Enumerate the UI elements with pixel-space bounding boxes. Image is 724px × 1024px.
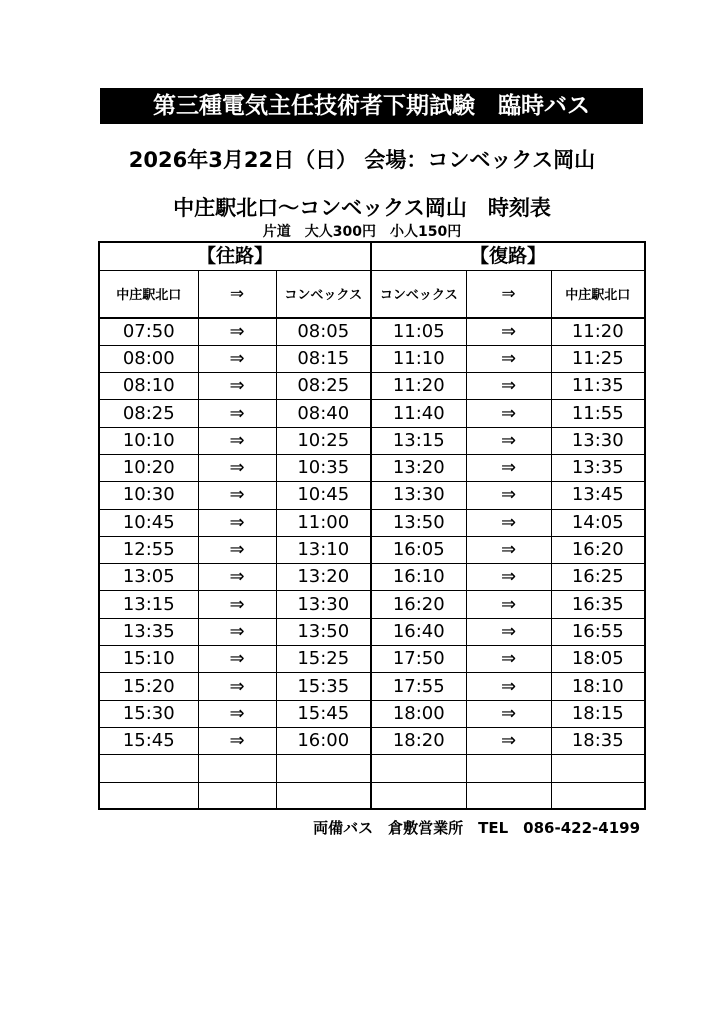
- return-depart-time: [371, 782, 466, 809]
- return-arrow: ⇒: [466, 646, 551, 673]
- table-row: [99, 482, 645, 509]
- return-arrive-time: [551, 782, 645, 809]
- return-arrow: ⇒: [466, 373, 551, 400]
- outbound-arrive-time: 08:40: [276, 400, 371, 427]
- return-arrow: ⇒: [466, 509, 551, 536]
- outbound-arrive-time: 15:25: [276, 646, 371, 673]
- return-arrow: ⇒: [466, 673, 551, 700]
- return-arrow: ⇒: [466, 454, 551, 481]
- outbound-arrive-time: 10:45: [276, 482, 371, 509]
- outbound-depart-time: [99, 755, 198, 782]
- route-title: 中庄駅北口～コンベックス岡山 時刻表: [173, 196, 551, 220]
- outbound-depart-time: 13:15: [99, 591, 198, 618]
- outbound-depart-time: 10:45: [99, 509, 198, 536]
- table-row: [99, 427, 645, 454]
- return-arrive-time: 13:30: [551, 427, 645, 454]
- outbound-depart-time: 15:20: [99, 673, 198, 700]
- outbound-arrive-time: 11:00: [276, 509, 371, 536]
- return-arrow: ⇒: [466, 618, 551, 645]
- outbound-arrow: ⇒: [198, 646, 276, 673]
- table-row: [99, 318, 645, 345]
- return-arrow: ⇒: [466, 536, 551, 563]
- outbound-arrive-time: 15:35: [276, 673, 371, 700]
- column-header-convex-depart: コンベックス: [371, 270, 466, 318]
- return-arrive-time: 16:25: [551, 564, 645, 591]
- outbound-depart-time: 13:35: [99, 618, 198, 645]
- return-arrive-time: 13:45: [551, 482, 645, 509]
- return-arrow: ⇒: [466, 400, 551, 427]
- table-row: [99, 646, 645, 673]
- outbound-depart-time: 10:20: [99, 454, 198, 481]
- outbound-depart-time: 10:10: [99, 427, 198, 454]
- return-arrow: ⇒: [466, 700, 551, 727]
- return-depart-time: 13:15: [371, 427, 466, 454]
- return-arrive-time: 14:05: [551, 509, 645, 536]
- table-row: [99, 673, 645, 700]
- column-header-row: [99, 270, 645, 318]
- return-arrow: ⇒: [466, 345, 551, 372]
- outbound-depart-time: 08:10: [99, 373, 198, 400]
- date-venue: 2026年3月22日（日） 会場：コンベックス岡山: [128, 148, 596, 172]
- outbound-arrow: ⇒: [198, 727, 276, 754]
- return-depart-time: 13:30: [371, 482, 466, 509]
- outbound-depart-time: 10:30: [99, 482, 198, 509]
- column-header-nakasho-depart: 中庄駅北口: [99, 270, 198, 318]
- return-arrive-time: 18:10: [551, 673, 645, 700]
- return-arrive-time: 16:20: [551, 536, 645, 563]
- return-depart-time: 11:20: [371, 373, 466, 400]
- fare-info: 片道 大人300円 小人150円: [262, 224, 462, 240]
- return-depart-time: 18:00: [371, 700, 466, 727]
- return-depart-time: 16:20: [371, 591, 466, 618]
- column-header-arrow: ⇒: [198, 270, 276, 318]
- outbound-arrow: ⇒: [198, 509, 276, 536]
- outbound-label: 【往路】: [99, 242, 371, 270]
- return-arrive-time: 18:35: [551, 727, 645, 754]
- outbound-arrive-time: 13:30: [276, 591, 371, 618]
- outbound-depart-time: 08:00: [99, 345, 198, 372]
- table-row: [99, 700, 645, 727]
- outbound-arrive-time: 08:05: [276, 318, 371, 345]
- footer-contact: 両備バス 倉敷営業所 TEL 086-422-4199: [313, 819, 640, 837]
- return-depart-time: 13:50: [371, 509, 466, 536]
- return-arrive-time: 11:55: [551, 400, 645, 427]
- outbound-depart-time: 15:30: [99, 700, 198, 727]
- outbound-arrow: ⇒: [198, 482, 276, 509]
- outbound-arrow: ⇒: [198, 673, 276, 700]
- title-banner: 第三種電気主任技術者下期試験 臨時バス: [100, 88, 643, 124]
- return-arrow: ⇒: [466, 564, 551, 591]
- outbound-arrive-time: [276, 755, 371, 782]
- outbound-arrow: ⇒: [198, 318, 276, 345]
- return-arrow: ⇒: [466, 591, 551, 618]
- return-label: 【復路】: [371, 242, 645, 270]
- return-depart-time: 18:20: [371, 727, 466, 754]
- outbound-arrive-time: [276, 782, 371, 809]
- outbound-arrive-time: 08:15: [276, 345, 371, 372]
- table-row: [99, 618, 645, 645]
- return-depart-time: 11:05: [371, 318, 466, 345]
- return-depart-time: 16:05: [371, 536, 466, 563]
- column-header-arrow: ⇒: [466, 270, 551, 318]
- outbound-depart-time: 08:25: [99, 400, 198, 427]
- return-arrow: [466, 782, 551, 809]
- return-arrive-time: 18:15: [551, 700, 645, 727]
- outbound-arrow: [198, 782, 276, 809]
- outbound-arrive-time: 15:45: [276, 700, 371, 727]
- outbound-arrive-time: 13:10: [276, 536, 371, 563]
- return-arrow: [466, 755, 551, 782]
- table-row: [99, 591, 645, 618]
- outbound-depart-time: 12:55: [99, 536, 198, 563]
- return-depart-time: 13:20: [371, 454, 466, 481]
- column-header-convex-arrive: コンベックス: [276, 270, 371, 318]
- outbound-arrive-time: 10:25: [276, 427, 371, 454]
- return-depart-time: [371, 755, 466, 782]
- return-arrow: ⇒: [466, 482, 551, 509]
- return-arrive-time: 16:35: [551, 591, 645, 618]
- return-arrive-time: 13:35: [551, 454, 645, 481]
- outbound-arrive-time: 13:50: [276, 618, 371, 645]
- return-depart-time: 11:10: [371, 345, 466, 372]
- return-depart-time: 11:40: [371, 400, 466, 427]
- table-row: [99, 454, 645, 481]
- return-depart-time: 16:40: [371, 618, 466, 645]
- outbound-arrow: [198, 755, 276, 782]
- outbound-arrow: ⇒: [198, 700, 276, 727]
- outbound-depart-time: [99, 782, 198, 809]
- outbound-arrow: ⇒: [198, 345, 276, 372]
- outbound-arrow: ⇒: [198, 591, 276, 618]
- return-arrow: ⇒: [466, 427, 551, 454]
- outbound-arrow: ⇒: [198, 373, 276, 400]
- outbound-depart-time: 07:50: [99, 318, 198, 345]
- outbound-depart-time: 13:05: [99, 564, 198, 591]
- table-row: [99, 782, 645, 809]
- table-row: [99, 400, 645, 427]
- table-row: [99, 564, 645, 591]
- return-depart-time: 17:55: [371, 673, 466, 700]
- table-row: [99, 345, 645, 372]
- outbound-arrow: ⇒: [198, 618, 276, 645]
- return-arrive-time: 11:35: [551, 373, 645, 400]
- return-arrive-time: 11:25: [551, 345, 645, 372]
- table-row: [99, 727, 645, 754]
- return-arrive-time: [551, 755, 645, 782]
- outbound-arrive-time: 16:00: [276, 727, 371, 754]
- table-row: [99, 373, 645, 400]
- timetable: [98, 241, 646, 810]
- column-header-nakasho-arrive: 中庄駅北口: [551, 270, 645, 318]
- outbound-arrow: ⇒: [198, 536, 276, 563]
- outbound-arrow: ⇒: [198, 454, 276, 481]
- return-arrow: ⇒: [466, 318, 551, 345]
- table-row: [99, 755, 645, 782]
- table-row: [99, 536, 645, 563]
- table-row: [99, 509, 645, 536]
- outbound-arrive-time: 08:25: [276, 373, 371, 400]
- return-depart-time: 16:10: [371, 564, 466, 591]
- outbound-arrow: ⇒: [198, 400, 276, 427]
- return-depart-time: 17:50: [371, 646, 466, 673]
- direction-header-row: [99, 242, 645, 270]
- return-arrive-time: 16:55: [551, 618, 645, 645]
- return-arrive-time: 18:05: [551, 646, 645, 673]
- outbound-depart-time: 15:10: [99, 646, 198, 673]
- outbound-arrow: ⇒: [198, 564, 276, 591]
- return-arrow: ⇒: [466, 727, 551, 754]
- return-arrive-time: 11:20: [551, 318, 645, 345]
- outbound-arrive-time: 13:20: [276, 564, 371, 591]
- outbound-arrive-time: 10:35: [276, 454, 371, 481]
- outbound-depart-time: 15:45: [99, 727, 198, 754]
- outbound-arrow: ⇒: [198, 427, 276, 454]
